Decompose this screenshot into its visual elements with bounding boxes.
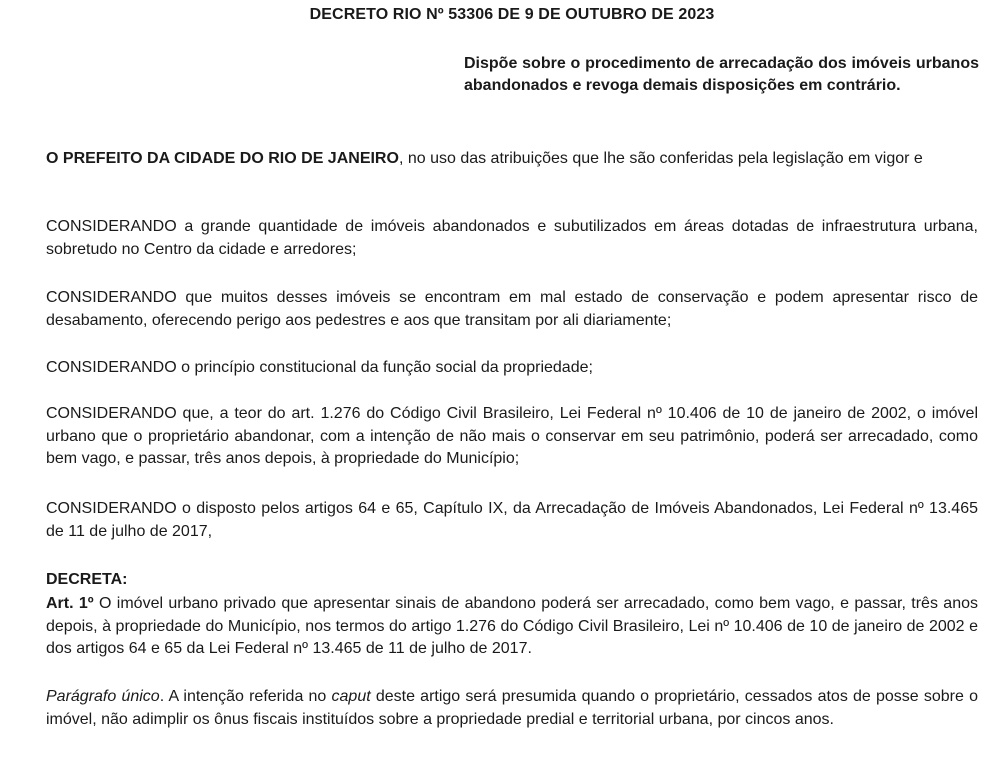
considerando-2: CONSIDERANDO que muitos desses imóveis se encontram em mal estado de conservação e podem apresentar risco de desabamento, oferecendo perigo aos pedestres e aos que transitam por ali diariamente; — [46, 289, 978, 329]
preamble-authority: O PREFEITO DA CIDADE DO RIO DE JANEIRO — [46, 150, 399, 167]
considerando-5: CONSIDERANDO o disposto pelos artigos 64 e 65, Capítulo IX, da Arrecadação de Imóveis Abandonados, Lei Federal nº 13.465 de 11 de julho de 2017, — [46, 500, 978, 540]
article-1-label: Art. 1º — [46, 595, 94, 612]
decree-title: DECRETO RIO Nº 53306 DE 9 DE OUTUBRO DE 2023 — [309, 6, 715, 23]
article-1 — [46, 593, 978, 661]
decree-ementa: Dispõe sobre o procedimento de arrecadação dos imóveis urbanos abandonados e revoga demais disposições em contrário. — [464, 55, 979, 94]
considerando-1: CONSIDERANDO a grande quantidade de imóveis abandonados e subutilizados em áreas dotadas de infraestrutura urbana, sobretudo no Centro da cidade e arredores; — [46, 218, 978, 258]
preamble-text: , no uso das atribuições que lhe são conferidas pela legislação em vigor e — [398, 150, 923, 167]
paragrafo-unico — [46, 686, 978, 731]
considerando-4: CONSIDERANDO que, a teor do art. 1.276 do Código Civil Brasileiro, Lei Federal nº 10.406 de 10 de janeiro de 2002, o imóvel urbano que o proprietário abandonar, com a intenção de não mais o conservar em seu patrimônio, poderá ser arrecadado, como bem vago, e passar, três anos depois, à propriedade do Município; — [46, 405, 978, 467]
preamble-paragraph — [46, 148, 978, 171]
paragrafo-unico-label: Parágrafo único — [46, 688, 160, 705]
article-1-text: O imóvel urbano privado que apresentar sinais de abandono poderá ser arrecadado, como bem vago, e passar, três anos depois, à propriedade do Município, nos termos do artigo 1.276 do Código Civil Brasileiro, Lei nº 10.406 de 10 de janeiro de 2002 e dos artigos 64 e 65 da Lei Federal nº 13.465 de 11 de julho de 2017. — [46, 595, 978, 657]
paragrafo-unico-text-1: . A intenção referida no — [159, 688, 332, 705]
considerando-3: CONSIDERANDO o princípio constitucional da função social da propriedade; — [46, 359, 593, 376]
paragrafo-unico-text-2: deste artigo será presumida quando o proprietário, cessados atos de posse sobre o imóvel, não adimplir os ônus fiscais instituídos sobre a propriedade predial e territorial urbana, por cincos anos. — [46, 688, 978, 728]
decreta-label: DECRETA: — [46, 571, 128, 588]
caput-term: caput — [331, 688, 371, 705]
